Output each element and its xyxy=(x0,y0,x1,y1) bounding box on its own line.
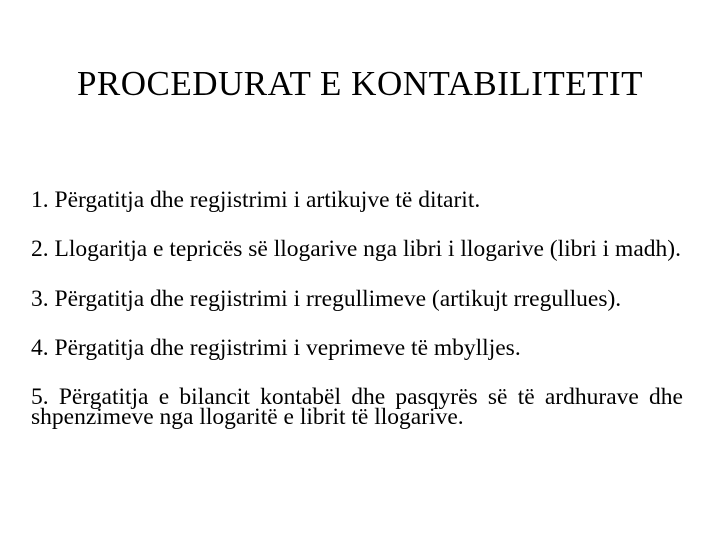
list-item: 4. Përgatitja dhe regjistrimi i veprimeve të mbylljes. xyxy=(31,335,521,361)
list-item: 2. Llogaritja e tepricës së llogarive nga libri i llogarive (libri i madh). xyxy=(31,236,681,262)
list-item: 1. Përgatitja dhe regjistrimi i artikujve të ditarit. xyxy=(31,187,481,213)
procedure-list xyxy=(31,187,683,430)
list-item: 3. Përgatitja dhe regjistrimi i rregullimeve (artikujt rregullues). xyxy=(31,286,622,312)
list-item: 5. Përgatitja e bilancit kontabël dhe pasqyrës së të ardhurave dhe shpenzimeve nga llogaritë e librit të llogarive. xyxy=(31,384,683,430)
slide-title: PROCEDURAT E KONTABILITETIT xyxy=(76,64,644,103)
